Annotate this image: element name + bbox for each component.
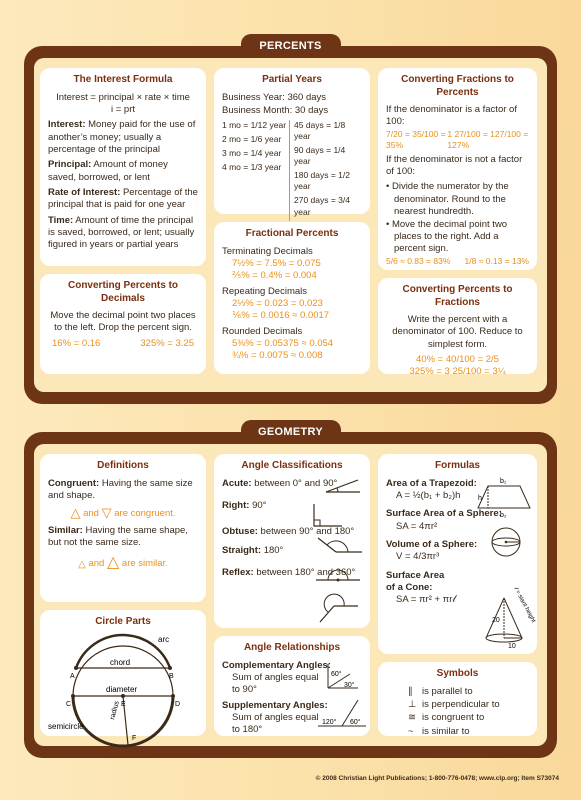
trapezoid-formula: A = ½(b₁ + b₂)h bbox=[396, 489, 461, 501]
factor-examples: 7/20 = 35/100 = 35% 1 27/100 = 127/100 = 127% bbox=[386, 128, 529, 150]
similar-example: △ and △ are similar. bbox=[78, 553, 168, 571]
symbols-list bbox=[386, 686, 529, 738]
business-month: Business Month: 30 days bbox=[222, 104, 329, 116]
diameter-label: diameter bbox=[106, 684, 138, 694]
large-triangle-icon: △ bbox=[106, 553, 120, 571]
months-column bbox=[222, 120, 290, 220]
supplementary-angle-icon bbox=[318, 700, 366, 726]
complementary-definition: Sum of angles equal to 90° bbox=[232, 671, 319, 696]
supplementary-definition: Sum of angles equal to 180° bbox=[232, 711, 319, 736]
symbol-row bbox=[408, 699, 529, 711]
symbol-row bbox=[408, 726, 529, 738]
formulas-card bbox=[378, 454, 537, 654]
month-row: 4 mo = 1/3 year bbox=[222, 162, 282, 173]
geometry-section bbox=[24, 426, 557, 758]
formulas-heading: Formulas bbox=[434, 460, 480, 471]
days-row: 90 days = 1/4 year bbox=[294, 145, 346, 167]
percents-to-fractions-card bbox=[378, 278, 537, 378]
partial-years-card bbox=[214, 68, 370, 217]
definitions-heading: Definitions bbox=[97, 460, 149, 471]
interest-formula: Interest = principal × rate × time bbox=[56, 91, 190, 103]
fractional-heading: Fractional Percents bbox=[245, 228, 339, 239]
to-decimals-heading: Converting Percents to Decimals bbox=[67, 280, 179, 304]
point-e: E bbox=[121, 700, 126, 708]
point-f: F bbox=[132, 734, 137, 742]
partial-years-table bbox=[222, 120, 362, 220]
trapezoid-term: Area of a Trapezoid: bbox=[386, 477, 477, 489]
days-row: 270 days = 3/4 year bbox=[294, 195, 351, 217]
non-factor-case: If the denominator is not a factor of 100: bbox=[386, 153, 523, 178]
semicircle-label: semicircle bbox=[48, 721, 84, 731]
symbol-row bbox=[408, 712, 529, 724]
to-fractions-ex2: 325% = 3 25/100 = 3¼ bbox=[409, 366, 506, 378]
to-decimals-examples: 16% = 0.16 325% = 3.25 bbox=[52, 337, 194, 349]
factor-case: If the denominator is a factor of 100: bbox=[386, 104, 517, 128]
time-definition: Time: Amount of time the principal is saved, borrowed, or lent; usually figured in years or partial years bbox=[48, 214, 195, 251]
sphere-volume-formula: V = 4/3πr³ bbox=[396, 551, 440, 563]
terminating-label: Terminating Decimals bbox=[222, 245, 313, 257]
to-fractions-ex1: 40% = 40/100 = 2/5 bbox=[416, 354, 499, 366]
symbol-glyph: ∥ bbox=[408, 685, 413, 697]
symbols-card bbox=[378, 662, 537, 736]
symbol-meaning: is parallel to bbox=[422, 685, 473, 697]
rate-definition: Rate of Interest: Percentage of the principal that is paid for one year bbox=[48, 186, 198, 211]
interest-heading: The Interest Formula bbox=[73, 74, 173, 85]
days-row: 45 days = 1/8 year bbox=[294, 120, 346, 142]
complementary-angle-icon bbox=[328, 664, 358, 689]
reflex-angle-icon bbox=[320, 594, 358, 622]
angle-diagrams bbox=[322, 474, 366, 624]
straight-definition: Straight: 180° bbox=[222, 544, 284, 556]
symbol-meaning: is perpendicular to bbox=[422, 698, 500, 710]
acute-definition: Acute: between 0° and 90° bbox=[222, 477, 338, 489]
fractional-percents-card bbox=[214, 222, 370, 374]
principal-definition: Principal: Amount of money saved, borrowed, or lent bbox=[48, 159, 168, 183]
similar-definition: Similar: Having the same shape, but not the same size. bbox=[48, 525, 188, 549]
interest-formula-short: i = prt bbox=[110, 103, 136, 115]
angle-60b-label: 60° bbox=[350, 719, 361, 726]
business-year: Business Year: 360 days bbox=[222, 91, 327, 103]
congruent-definition: Congruent: Having the same size and shape. bbox=[48, 477, 193, 501]
terminating-ex1: 7½% = 7.5% = 0.075 bbox=[232, 257, 321, 269]
fractions-to-percents-heading: Converting Fractions to Percents bbox=[401, 74, 514, 98]
svg-text:b₂: b₂ bbox=[500, 512, 507, 519]
formula-diagrams bbox=[474, 472, 537, 652]
congruent-example: △ and ▽ are congruent. bbox=[70, 505, 176, 521]
month-row: 2 mo = 1/6 year bbox=[222, 134, 282, 145]
cone-formula: SA = πr² + πr𝓁 bbox=[396, 594, 456, 606]
svg-text:h: h bbox=[478, 495, 482, 502]
complementary-term: Complementary Angles: bbox=[222, 659, 331, 671]
divide-bullet: • Divide the numerator by the denominator. Round to the nearest hundredth. bbox=[386, 181, 509, 218]
symbol-glyph: ~ bbox=[408, 725, 414, 737]
sphere-area-formula: SA = 4πr² bbox=[396, 520, 438, 532]
cone-term-1: Surface Area bbox=[386, 569, 445, 581]
terminating-ex2: ⅖% = 0.4% = 0.004 bbox=[232, 270, 317, 282]
repeating-ex2: ⅙% = 0.0016 ≈ 0.0017 bbox=[232, 310, 330, 322]
angles-heading: Angle Classifications bbox=[241, 460, 343, 471]
triangle-inverted-icon: ▽ bbox=[101, 505, 112, 521]
supplementary-term: Supplementary Angles: bbox=[222, 699, 328, 711]
symbols-heading: Symbols bbox=[436, 668, 479, 679]
angle-classifications-card bbox=[214, 454, 370, 628]
relationships-heading: Angle Relationships bbox=[243, 642, 341, 653]
reflex-definition: Reflex: between 180° and 360° bbox=[222, 566, 356, 578]
point-d: D bbox=[175, 700, 181, 708]
month-row: 3 mo = 1/4 year bbox=[222, 148, 282, 159]
sphere-volume-term: Volume of a Sphere: bbox=[386, 538, 478, 550]
repeating-label: Repeating Decimals bbox=[222, 285, 308, 297]
cone-term-2: of a Cone: bbox=[386, 581, 433, 593]
geometry-inner bbox=[34, 444, 547, 746]
svg-text:𝓁 = slant height: 𝓁 = slant height bbox=[512, 586, 537, 624]
sphere-icon bbox=[492, 528, 520, 556]
to-decimals-text: Move the decimal point two places to the left. Drop the percent sign. bbox=[50, 310, 196, 334]
angle-60-label: 60° bbox=[331, 671, 342, 678]
svg-text:20: 20 bbox=[492, 617, 500, 624]
symbol-glyph: ≅ bbox=[408, 712, 416, 724]
interest-definition: Interest: Money paid for the use of another’s money; usually a percentage of the principal bbox=[48, 119, 196, 155]
symbol-glyph: ⊥ bbox=[408, 698, 417, 710]
radius-label: radius bbox=[109, 699, 121, 721]
percents-section bbox=[24, 40, 557, 404]
fractions-to-percents-card bbox=[378, 68, 537, 270]
point-c: C bbox=[66, 700, 72, 708]
rounded-ex2: ¾% = 0.0075 ≈ 0.008 bbox=[232, 350, 323, 362]
straight-angle-icon bbox=[316, 570, 360, 582]
angle-120-label: 120° bbox=[322, 719, 337, 726]
cone-icon bbox=[486, 586, 537, 650]
circle-parts-heading: Circle Parts bbox=[95, 616, 151, 627]
days-row: 180 days = 1/2 year bbox=[294, 170, 351, 192]
geometry-title: GEOMETRY bbox=[241, 420, 341, 442]
symbol-meaning: is similar to bbox=[422, 725, 470, 737]
symbol-meaning: is congruent to bbox=[422, 712, 485, 724]
partial-years-heading: Partial Years bbox=[262, 74, 322, 85]
circle-diagram bbox=[48, 634, 198, 742]
percents-title: PERCENTS bbox=[241, 34, 341, 56]
chord-label: chord bbox=[110, 657, 131, 667]
repeating-ex1: 2⅓% = 0.023 = 0.023 bbox=[232, 297, 323, 309]
month-row: 1 mo = 1/12 year bbox=[222, 120, 287, 131]
angle-30-label: 30° bbox=[344, 682, 355, 689]
trapezoid-icon bbox=[478, 478, 530, 519]
triangle-icon: △ bbox=[70, 505, 81, 521]
footer-copyright: © 2008 Christian Light Publications; 1-800-776-0478; www.clp.org; Item S73074 bbox=[315, 775, 559, 782]
rounded-label: Rounded Decimals bbox=[222, 325, 303, 337]
interest-formula-card bbox=[40, 68, 206, 266]
relationship-diagrams bbox=[318, 662, 368, 732]
rounded-ex1: 5⅜% = 0.05375 ≈ 0.054 bbox=[232, 337, 334, 349]
circle-parts-card bbox=[40, 610, 206, 742]
right-definition: Right: 90° bbox=[222, 499, 267, 511]
percents-to-decimals-card bbox=[40, 274, 206, 374]
svg-text:10: 10 bbox=[508, 643, 516, 650]
days-column bbox=[290, 120, 362, 220]
small-triangle-icon: △ bbox=[78, 558, 86, 570]
definitions-card bbox=[40, 454, 206, 602]
angle-relationships-card bbox=[214, 636, 370, 736]
to-fractions-heading: Converting Percents to Fractions bbox=[402, 284, 513, 308]
sphere-area-term: Surface Area of a Sphere: bbox=[386, 508, 502, 520]
move-decimal-bullet: • Move the decimal point two places to the right. Add a percent sign. bbox=[386, 218, 508, 255]
percents-inner bbox=[34, 58, 547, 392]
obtuse-definition: Obtuse: between 90° and 180° bbox=[222, 526, 355, 538]
to-fractions-text: Write the percent with a denominator of 100. Reduce to simplest form. bbox=[392, 314, 523, 350]
acute-angle-icon bbox=[326, 480, 360, 492]
symbol-row bbox=[408, 686, 529, 698]
non-factor-examples: 5/6 ≈ 0.83 = 83% 1/8 ≈ 0.13 = 13% bbox=[386, 255, 529, 266]
point-a: A bbox=[70, 672, 75, 680]
obtuse-angle-icon bbox=[318, 538, 362, 552]
point-b: B bbox=[169, 672, 174, 680]
svg-text:b₁: b₁ bbox=[500, 478, 507, 485]
arc-label: arc bbox=[158, 634, 170, 644]
